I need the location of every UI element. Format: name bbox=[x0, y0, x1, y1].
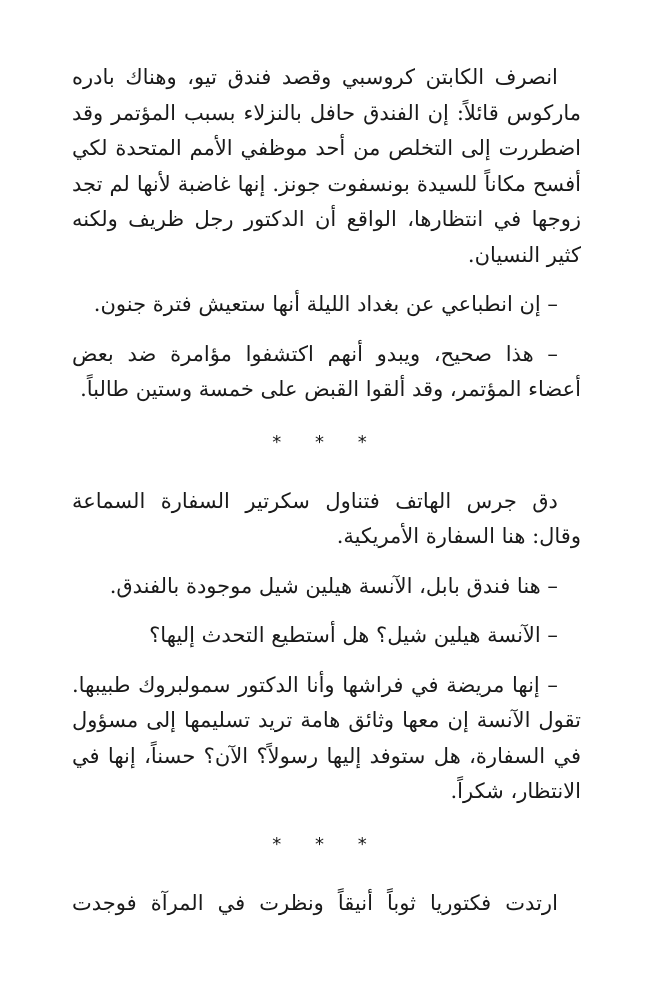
dialogue-line: – هذا صحيح، ويبدو أنهم اكتشفوا مؤامرة ضد بعض أعضاء المؤتمر، وقد ألقوا القبض على خمسة وستين طالباً. bbox=[72, 341, 581, 401]
dialogue-line: – إنها مريضة في فراشها وأنا الدكتور سمولبروك طبيبها. تقول الآنسة إن معها وثائق هامة تريد تسليمها إلى مسؤول في السفارة، هل ستوفد إليها رسولاً؟ الآن؟ حسناً، إنها في الانتظار، شكراً. bbox=[72, 672, 581, 803]
dialogue-line: – إن انطباعي عن بغداد الليلة أنها ستعيش فترة جنون. bbox=[93, 292, 558, 316]
section-separator: * * * bbox=[272, 431, 381, 453]
narrative-paragraph: دق جرس الهاتف فتناول سكرتير السفارة السماعة وقال: هنا السفارة الأمريكية. bbox=[72, 488, 581, 548]
dialogue-line: – الآنسة هيلين شيل؟ هل أستطيع التحدث إليها؟ bbox=[149, 623, 558, 647]
dialogue-line: – هنا فندق بابل، الآنسة هيلين شيل موجودة بالفندق. bbox=[109, 573, 558, 598]
narrative-paragraph: ارتدت فكتوريا ثوباً أنيقاً ونظرت في المرآة فوجدت bbox=[72, 890, 558, 915]
narrative-paragraph: انصرف الكابتن كروسبي وقصد فندق تيو، وهناك بادره ماركوس قائلاً: إن الفندق حافل بالنزلاء بسبب المؤتمر وقد اضطررت إلى التخلص من أحد موظفي الأمم المتحدة لكي أفسح مكاناً للسيدة بونسفوت جونز. إنها غاضبة لأنها لم تجد زوجها في انتظارها، الواقع أن الدكتور رجل ظريف ولكنه كثير النسيان. bbox=[72, 65, 581, 267]
section-separator: * * * bbox=[272, 833, 381, 855]
